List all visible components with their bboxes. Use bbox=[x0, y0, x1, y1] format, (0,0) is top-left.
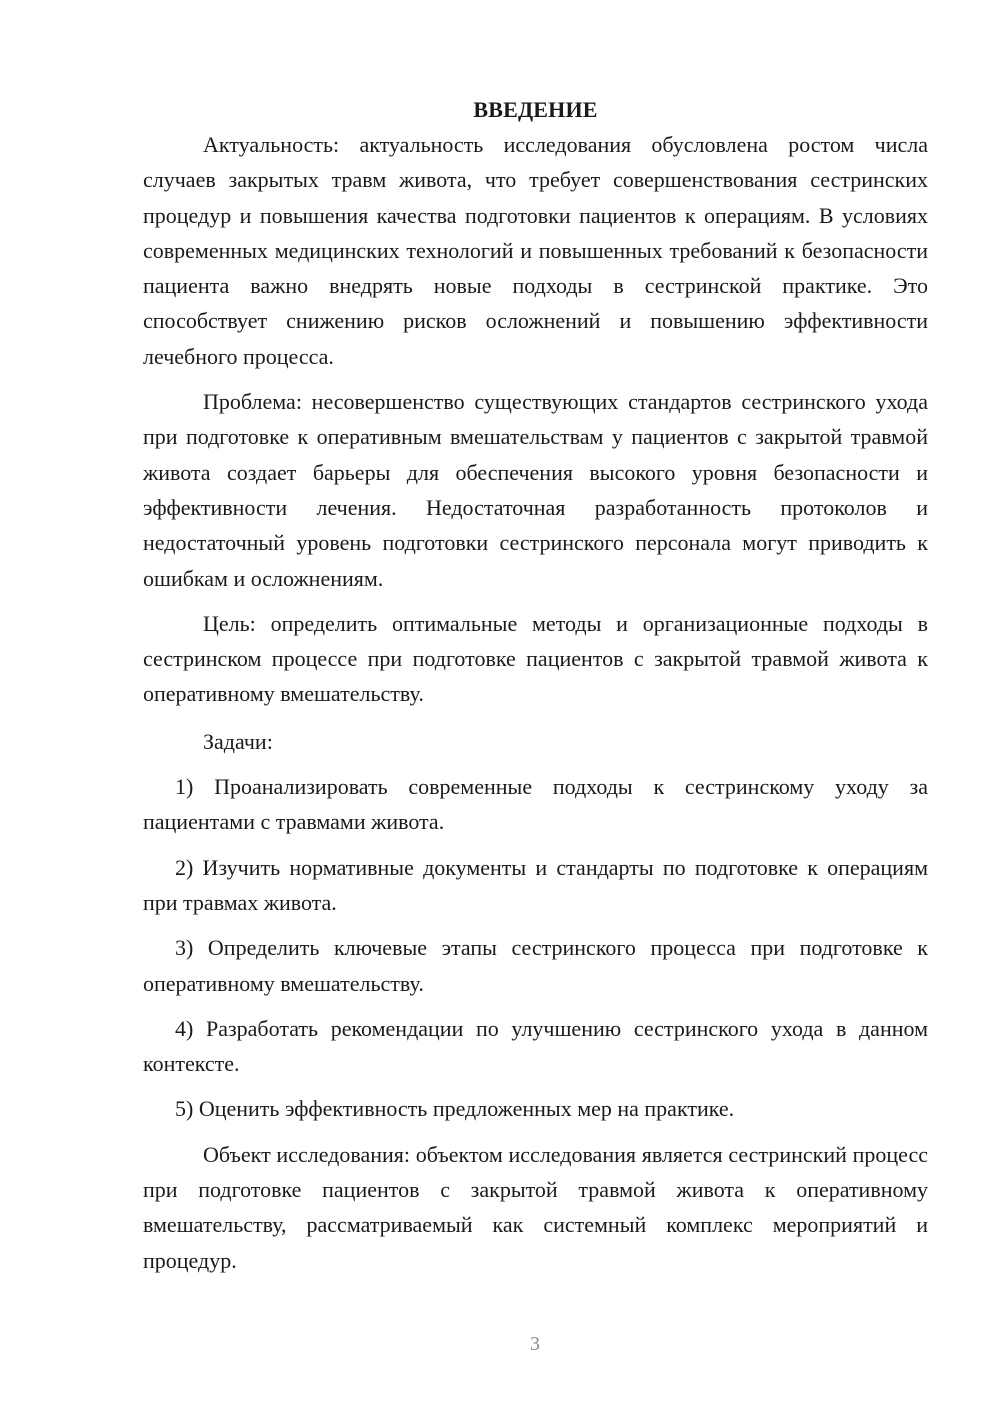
relevance-paragraph: Актуальность: актуальность исследования обусловлена ростом числа случаев закрытых травм живота, что требует совершенствования сестринских процедур и повышения качества подготовки пациентов к операциям. В условиях современных медицинских технологий и повышенных требований к безопасности пациента важно внедрять новые подходы в сестринской практике. Это способствует снижению рисков осложнений и повышению эффективности лечебного процесса. bbox=[143, 132, 928, 369]
task-item: 1) Проанализировать современные подходы к сестринскому уходу за пациентами с травмами живота. bbox=[143, 774, 928, 835]
task-item: 3) Определить ключевые этапы сестринского процесса при подготовке к оперативному вмешательству. bbox=[143, 935, 928, 996]
problem-paragraph: Проблема: несовершенство существующих стандартов сестринского ухода при подготовке к оперативным вмешательствам у пациентов с закрытой травмой живота создает барьеры для обеспечения высокого уровня безопасности и эффективности лечения. Недостаточная разработанность протоколов и недостаточный уровень подготовки сестринского персонала могут приводить к ошибкам и осложнениям. bbox=[143, 389, 928, 591]
goal-paragraph: Цель: определить оптимальные методы и организационные подходы в сестринском процессе при подготовке пациентов с закрытой травмой живота к оперативному вмешательству. bbox=[143, 610, 928, 707]
task-item: 5) Оценить эффективность предложенных мер на практике. bbox=[175, 1096, 735, 1122]
task-item: 4) Разработать рекомендации по улучшению сестринского ухода в данном контексте. bbox=[143, 1015, 928, 1077]
tasks-label: Задачи: bbox=[203, 728, 273, 754]
page-number: 3 bbox=[530, 1333, 540, 1355]
section-heading: ВВЕДЕНИЕ bbox=[473, 97, 598, 122]
task-item: 2) Изучить нормативные документы и стандарты по подготовке к операциям при травмах живота. bbox=[143, 854, 928, 915]
object-paragraph: Объект исследования: объектом исследования является сестринский процесс при подготовке пациентов с закрытой травмой живота к оперативному вмешательству, рассматриваемый как системный комплекс мероприятий и процедур. bbox=[143, 1141, 928, 1273]
document-page bbox=[143, 92, 928, 1278]
